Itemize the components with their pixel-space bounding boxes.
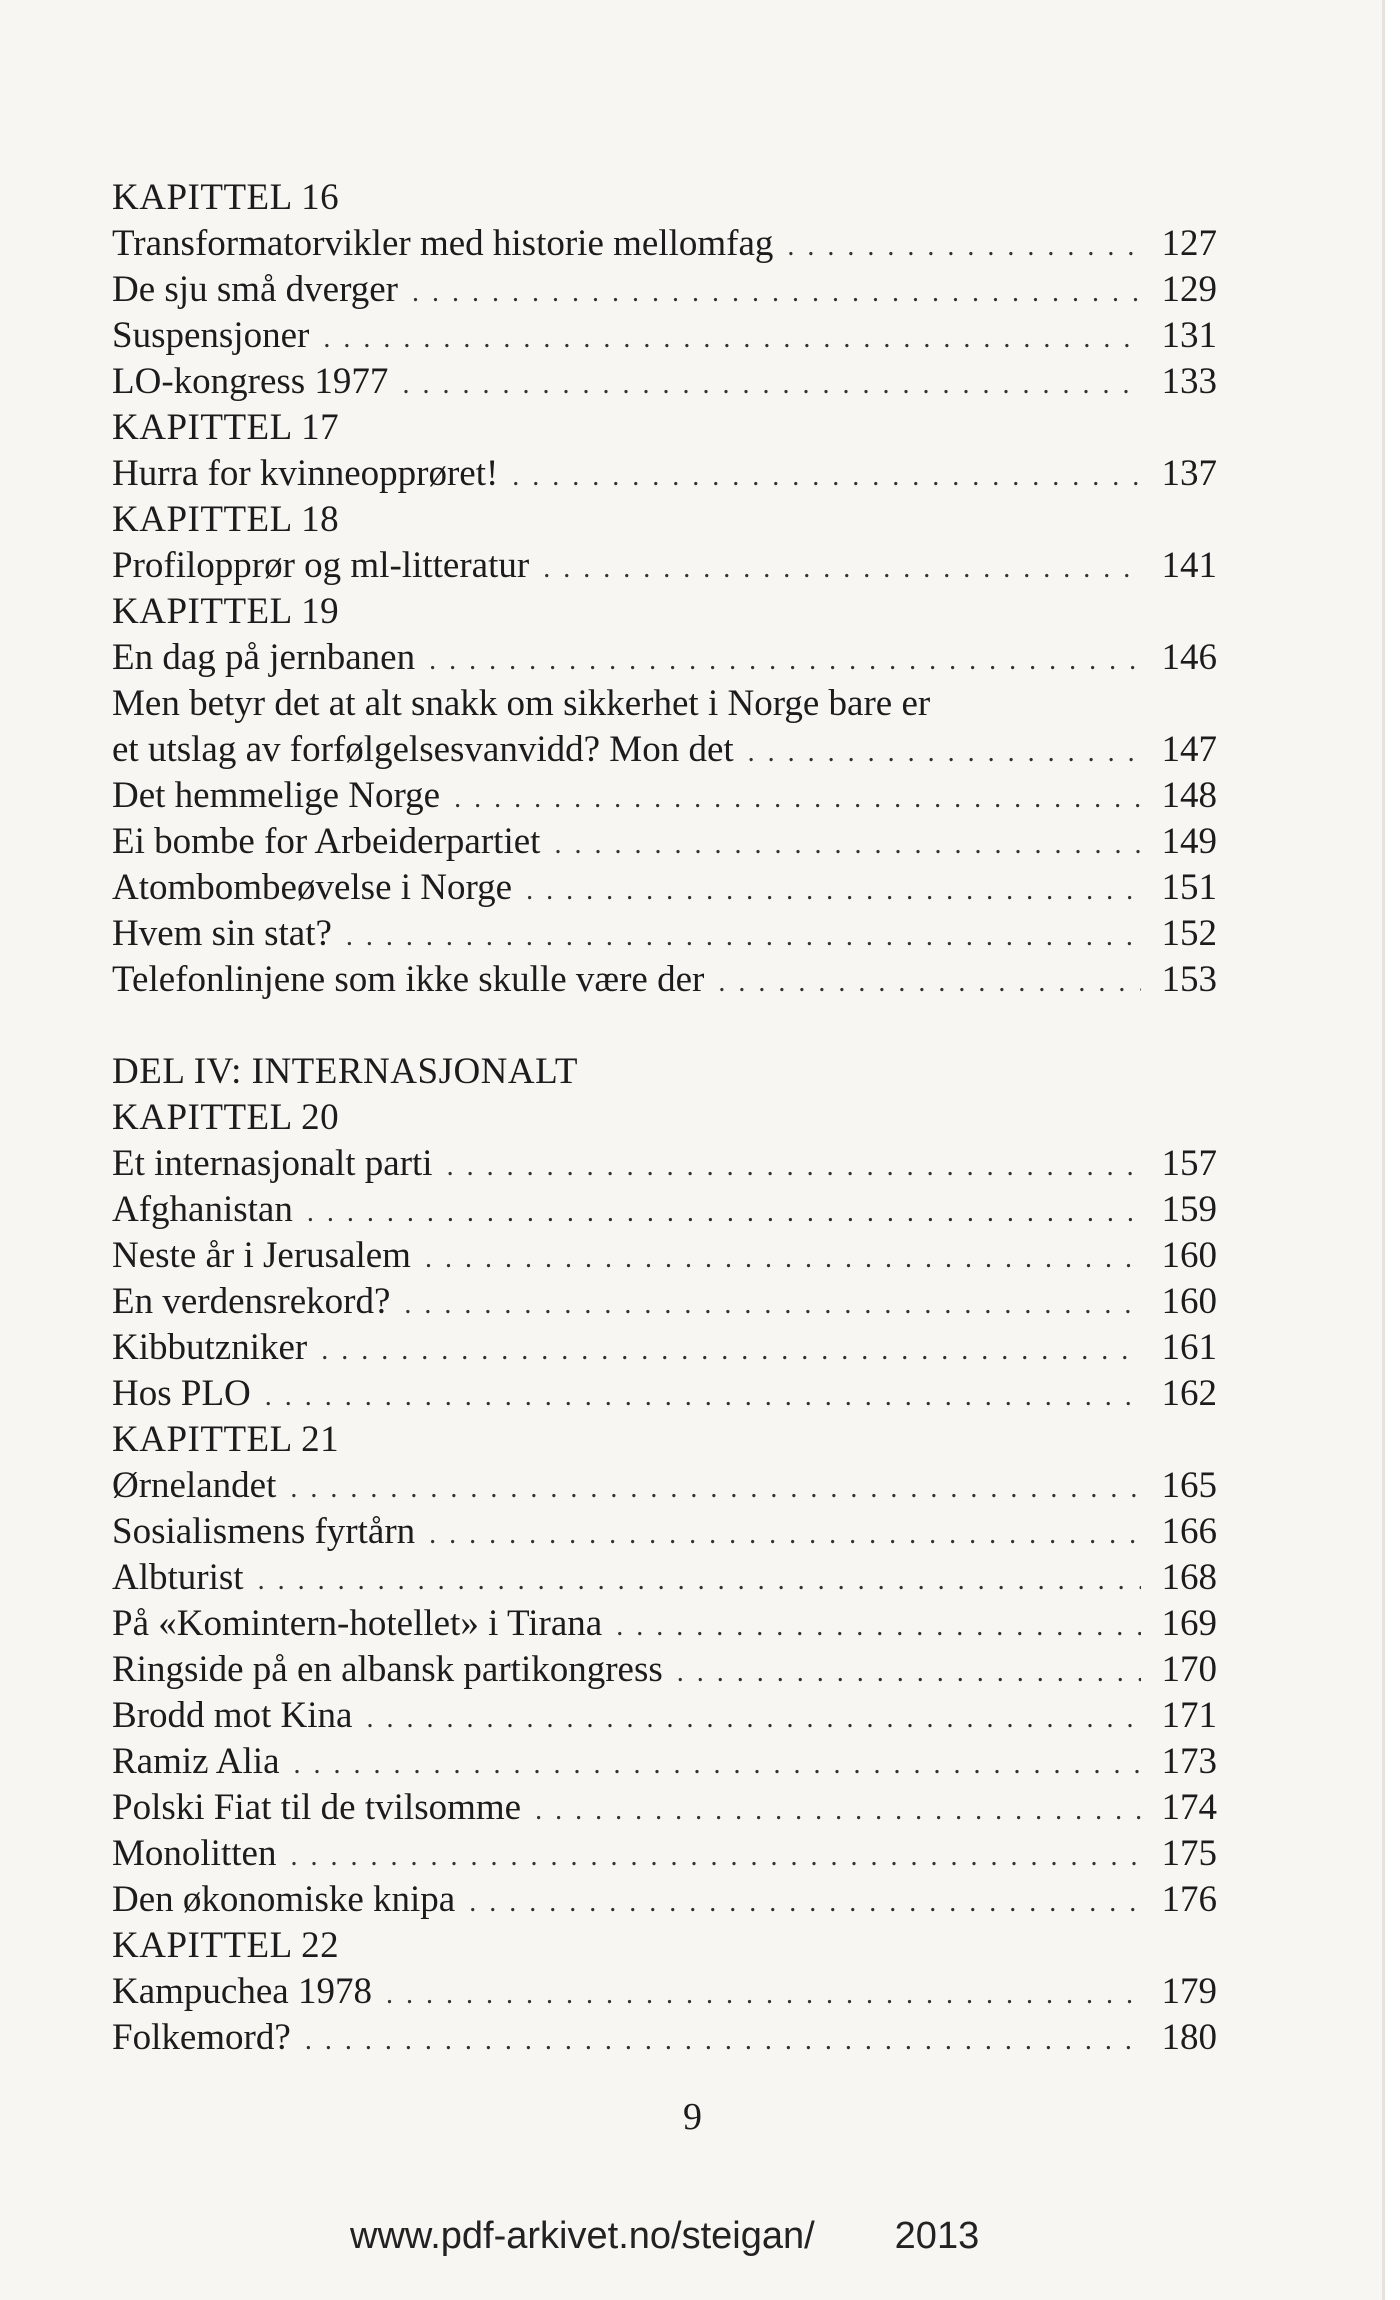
dot-leader: [469, 1880, 1141, 1926]
toc-entry[interactable]: [112, 1509, 1217, 1555]
entry-page: 160: [1161, 1235, 1217, 1276]
dot-leader: [429, 638, 1141, 684]
entry-page: 161: [1161, 1327, 1217, 1368]
entry-title: Ei bombe for Arbeiderpartiet: [112, 821, 541, 862]
toc-entry[interactable]: [112, 1463, 1217, 1509]
entry-title: De sju små dverger: [112, 269, 398, 310]
entry-title: Polski Fiat til de tvilsomme: [112, 1787, 522, 1828]
toc-entry[interactable]: [112, 1831, 1217, 1877]
toc-entry[interactable]: [112, 1371, 1217, 1417]
entry-page: 152: [1161, 913, 1217, 954]
entry-page: 127: [1161, 223, 1217, 264]
entry-page: 149: [1161, 821, 1217, 862]
dot-leader: [258, 1558, 1141, 1604]
entry-page: 169: [1161, 1603, 1217, 1644]
toc-entry[interactable]: [112, 451, 1217, 497]
entry-title: Ramiz Alia: [112, 1741, 280, 1782]
entry-page: 173: [1161, 1741, 1217, 1782]
footer-year: 2013: [894, 2215, 980, 2257]
entry-title-first-line: Men betyr det at alt snakk om sikkerhet i Norge bare er: [112, 683, 931, 724]
entry-page: 131: [1161, 315, 1217, 356]
entry-page: 179: [1161, 1971, 1217, 2012]
entry-page: 165: [1161, 1465, 1217, 1506]
dot-leader: [429, 1512, 1141, 1558]
toc-entry[interactable]: [112, 1325, 1217, 1371]
toc-entry[interactable]: [112, 313, 1217, 359]
entry-page: 137: [1161, 453, 1217, 494]
entry-title: et utslag av forfølgelsesvanvidd? Mon det: [112, 729, 734, 770]
toc-entry[interactable]: [112, 957, 1217, 1003]
entry-page: 133: [1161, 361, 1217, 402]
toc-entry[interactable]: [112, 1969, 1217, 2015]
dot-leader: [294, 1742, 1142, 1788]
toc-entry[interactable]: [112, 221, 1217, 267]
toc-entry[interactable]: [112, 2015, 1217, 2061]
entry-page: 176: [1161, 1879, 1217, 1920]
entry-page: 166: [1161, 1511, 1217, 1552]
toc-entry[interactable]: [112, 911, 1217, 957]
entry-page: 168: [1161, 1557, 1217, 1598]
dot-leader: [412, 270, 1141, 316]
entry-title: En verdensrekord?: [112, 1281, 391, 1322]
entry-page: 170: [1161, 1649, 1217, 1690]
toc-entry[interactable]: [112, 865, 1217, 911]
table-of-contents: [112, 175, 1217, 2061]
chapter-heading: KAPITTEL 22: [112, 1925, 340, 1966]
entry-title: På «Komintern-hotellet» i Tirana: [112, 1603, 603, 1644]
chapter-heading: KAPITTEL 18: [112, 499, 340, 540]
toc-entry[interactable]: [112, 1785, 1217, 1831]
section-spacer: [112, 1003, 1217, 1049]
entry-page: 174: [1161, 1787, 1217, 1828]
page-number: 9: [683, 2096, 702, 2138]
dot-leader: [677, 1650, 1141, 1696]
entry-page: 129: [1161, 269, 1217, 310]
entry-title: Kibbutzniker: [112, 1327, 308, 1368]
dot-leader: [386, 1972, 1141, 2018]
toc-entry[interactable]: [112, 1877, 1217, 1923]
dot-leader: [366, 1696, 1141, 1742]
chapter-heading: KAPITTEL 16: [112, 177, 340, 218]
entry-title: Hos PLO: [112, 1373, 251, 1414]
dot-leader: [323, 316, 1141, 362]
chapter-heading: KAPITTEL 21: [112, 1419, 340, 1460]
entry-title: Afghanistan: [112, 1189, 293, 1230]
entry-page: 160: [1161, 1281, 1217, 1322]
toc-entry[interactable]: [112, 635, 1217, 681]
toc-entry[interactable]: [112, 727, 1217, 773]
toc-entry[interactable]: [112, 1647, 1217, 1693]
toc-entry[interactable]: [112, 1693, 1217, 1739]
entry-title: Atombombeøvelse i Norge: [112, 867, 513, 908]
dot-leader: [307, 1190, 1141, 1236]
entry-title: Et internasjonalt parti: [112, 1143, 433, 1184]
dot-leader: [290, 1834, 1141, 1880]
entry-title: LO-kongress 1977: [112, 361, 389, 402]
entry-page: 180: [1161, 2017, 1217, 2058]
entry-page: 148: [1161, 775, 1217, 816]
chapter-heading: KAPITTEL 17: [112, 407, 340, 448]
toc-entry[interactable]: [112, 1233, 1217, 1279]
footer-url[interactable]: www.pdf-arkivet.no/steigan/: [350, 2215, 815, 2257]
entry-title: Albturist: [112, 1557, 244, 1598]
entry-title: En dag på jernbanen: [112, 637, 416, 678]
dot-leader: [404, 1282, 1141, 1328]
entry-title: Brodd mot Kina: [112, 1695, 353, 1736]
dot-leader: [402, 362, 1141, 408]
dot-leader: [454, 776, 1141, 822]
toc-entry[interactable]: [112, 1739, 1217, 1785]
entry-page: 175: [1161, 1833, 1217, 1874]
dot-leader: [748, 730, 1141, 776]
entry-title: Telefonlinjene som ikke skulle være der: [112, 959, 705, 1000]
entry-page: 153: [1161, 959, 1217, 1000]
dot-leader: [265, 1374, 1141, 1420]
toc-entry[interactable]: [112, 1601, 1217, 1647]
dot-leader: [290, 1466, 1141, 1512]
entry-title: Profilopprør og ml-litteratur: [112, 545, 530, 586]
toc-entry[interactable]: [112, 359, 1217, 405]
entry-title: Hvem sin stat?: [112, 913, 332, 954]
entry-page: 141: [1161, 545, 1217, 586]
toc-entry[interactable]: [112, 267, 1217, 313]
dot-leader: [616, 1604, 1141, 1650]
chapter-heading: KAPITTEL 20: [112, 1097, 340, 1138]
entry-page: 147: [1161, 729, 1217, 770]
footer: [350, 2215, 979, 2258]
entry-title: Det hemmelige Norge: [112, 775, 441, 816]
dot-leader: [787, 224, 1141, 270]
entry-page: 162: [1161, 1373, 1217, 1414]
dot-leader: [543, 546, 1141, 592]
dot-leader: [718, 960, 1141, 1006]
entry-title: Monolitten: [112, 1833, 277, 1874]
dot-leader: [447, 1144, 1141, 1190]
entry-page: 171: [1161, 1695, 1217, 1736]
toc-entry[interactable]: [112, 1187, 1217, 1233]
entry-title: Kampuchea 1978: [112, 1971, 372, 2012]
entry-page: 157: [1161, 1143, 1217, 1184]
entry-title: Den økonomiske knipa: [112, 1879, 456, 1920]
dot-leader: [526, 868, 1141, 914]
toc-entry[interactable]: [112, 543, 1217, 589]
dot-leader: [554, 822, 1141, 868]
entry-page: 159: [1161, 1189, 1217, 1230]
dot-leader: [535, 1788, 1141, 1834]
chapter-heading: KAPITTEL 19: [112, 591, 340, 632]
toc-entry[interactable]: [112, 1141, 1217, 1187]
toc-entry[interactable]: [112, 1279, 1217, 1325]
dot-leader: [425, 1236, 1141, 1282]
dot-leader: [305, 2018, 1141, 2064]
dot-leader: [512, 454, 1141, 500]
entry-title: Sosialismens fyrtårn: [112, 1511, 416, 1552]
toc-entry[interactable]: [112, 773, 1217, 819]
toc-entry[interactable]: [112, 819, 1217, 865]
entry-title: Ringside på en albansk partikongress: [112, 1649, 663, 1690]
dot-leader: [346, 914, 1141, 960]
entry-page: 146: [1161, 637, 1217, 678]
entry-title: Hurra for kvinneopprøret!: [112, 453, 499, 494]
entry-page: 151: [1161, 867, 1217, 908]
part-heading: DEL IV: INTERNASJONALT: [112, 1051, 578, 1092]
entry-title: Transformatorvikler med historie mellomfag: [112, 223, 774, 264]
entry-title: Ørnelandet: [112, 1465, 277, 1506]
entry-title: Neste år i Jerusalem: [112, 1235, 411, 1276]
toc-entry[interactable]: [112, 1555, 1217, 1601]
dot-leader: [321, 1328, 1141, 1374]
entry-title: Suspensjoner: [112, 315, 310, 356]
entry-title: Folkemord?: [112, 2017, 291, 2058]
